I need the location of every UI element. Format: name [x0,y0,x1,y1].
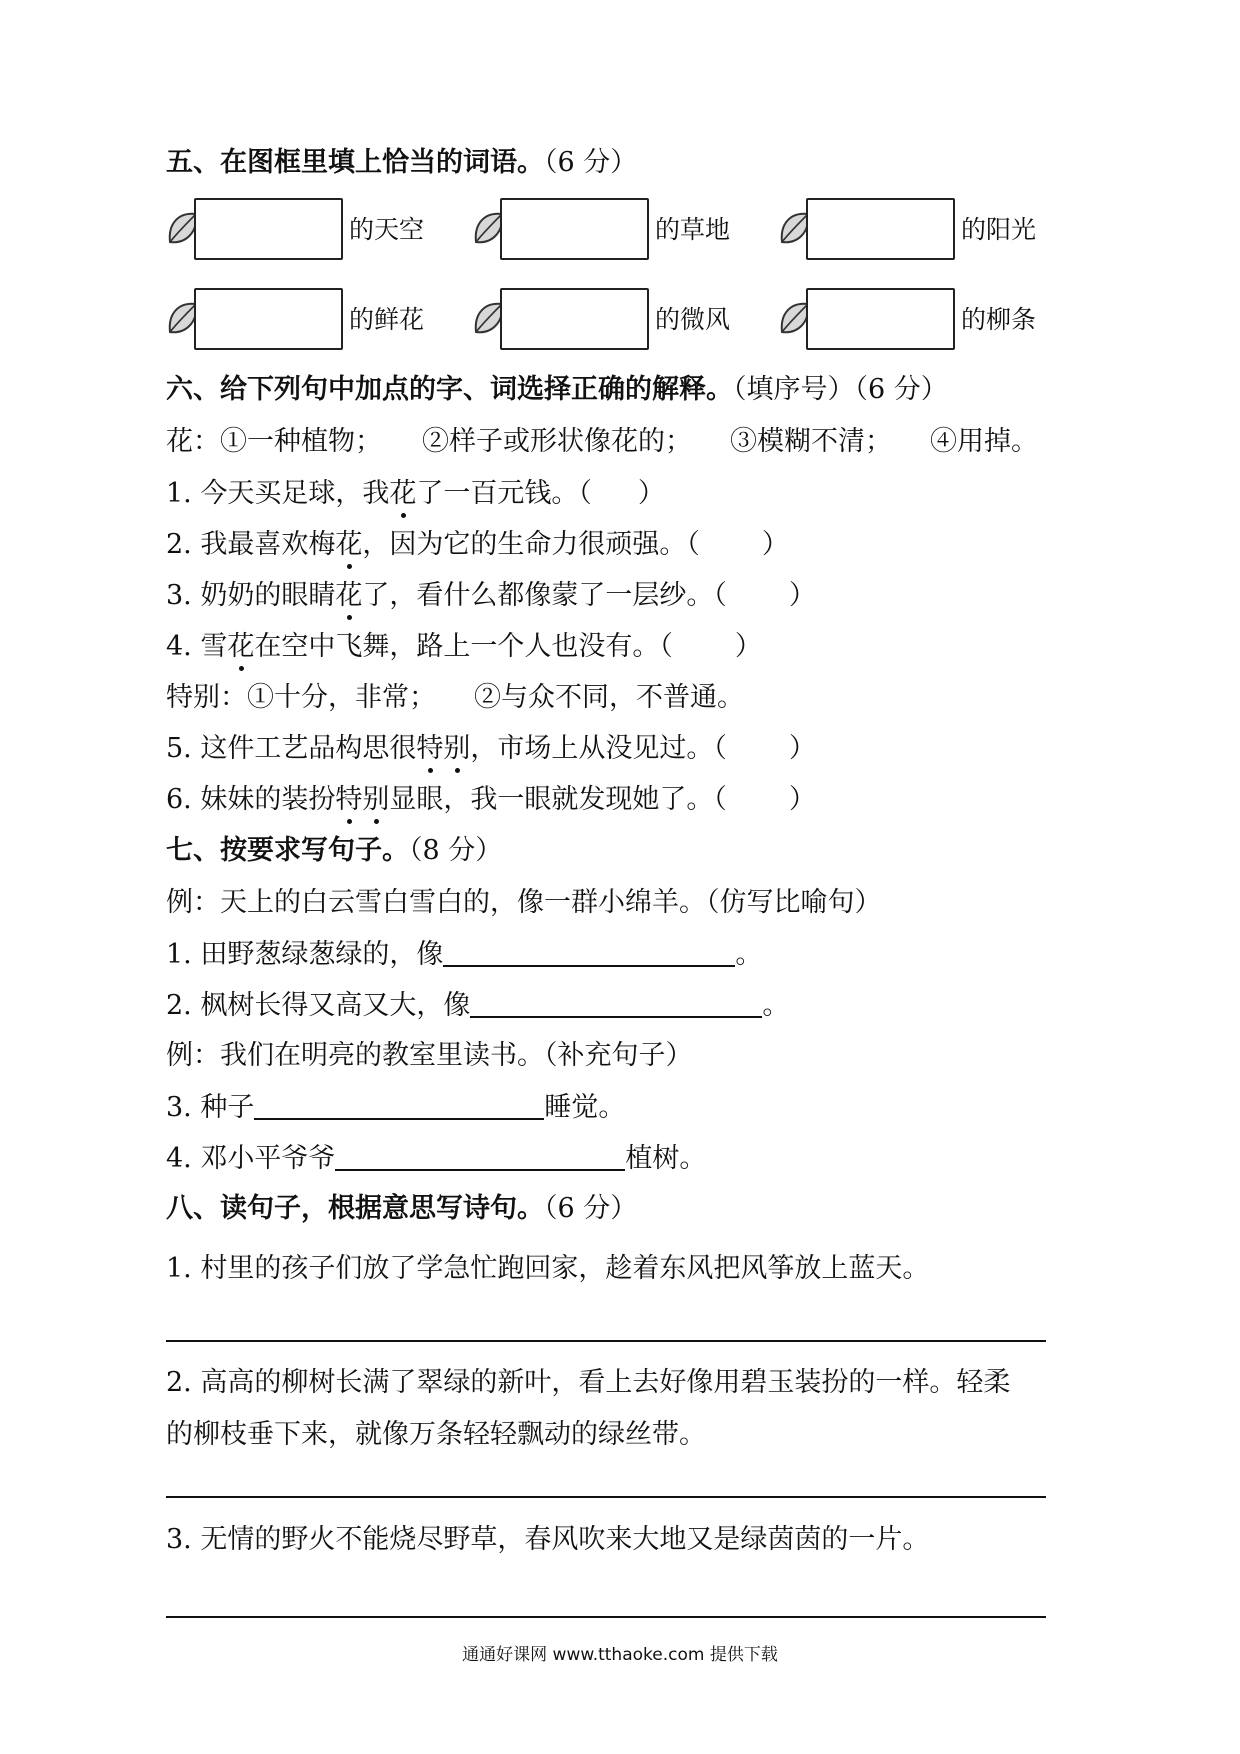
q6-dotted-char-2: 别 [362,784,390,815]
word-suffix-4: 的鲜花 [349,305,425,334]
word-suffix-6: 的柳条 [961,305,1037,334]
section8-points: （6 分） [544,1193,638,1224]
s7q1-text-after: 。 [735,939,763,970]
q6-text-after: 显眼，我一眼就发现她了。（ [389,784,727,815]
answer-box-5[interactable] [500,288,649,350]
tebie-label: 特别： [166,682,247,713]
q4-text-before: 4. 雪 [166,631,228,662]
s8q3-answer-line[interactable] [166,1616,1046,1618]
answer-box-4[interactable] [194,288,343,350]
s8q1-answer-line[interactable] [166,1340,1046,1342]
s7q4-text-before: 4. 邓小平爷爷 [166,1143,336,1174]
q5-text-before: 5. 这件工艺品构思很 [166,733,417,764]
q1-dotted-char: 花 [389,478,417,509]
q6-text-before: 6. 妹妹的装扮 [166,784,336,815]
answer-box-2[interactable] [500,198,649,260]
q5-dotted-char-2: 别 [443,733,471,764]
q6-dotted-char-1: 特 [335,784,363,815]
section6-heading [166,373,948,407]
section5-points: （6 分） [544,147,638,178]
section7-q3 [166,1090,625,1125]
section6-q3 [166,579,816,613]
word-suffix-1: 的天空 [349,215,425,244]
section7-q2 [166,988,789,1023]
q4-text-after: 在空中飞舞，路上一个人也没有。（ [254,631,673,662]
q2-close-paren: ） [761,529,789,560]
s7q2-answer-line[interactable] [470,988,762,1018]
section6-q2 [166,528,789,562]
section8-heading [166,1192,637,1226]
answer-box-1[interactable] [194,198,343,260]
s7q1-text-before: 1. 田野葱绿葱绿的，像 [166,939,444,970]
section6-points: （填序号）（6 分） [733,374,948,405]
answer-box-6[interactable] [806,288,955,350]
section7-q1 [166,937,762,972]
hua-option-4: ④用掉。 [930,426,1038,457]
tebie-option-2: ②与众不同，不普通。 [474,682,744,713]
q3-text-after: 了，看什么都像蒙了一层纱。（ [362,580,727,611]
section6-q4 [166,630,762,664]
s7q3-answer-line[interactable] [254,1090,544,1120]
s7q2-text-before: 2. 枫树长得又高又大，像 [166,990,471,1021]
section7-example2: 例：我们在明亮的教室里读书。（补充句子） [166,1040,693,1071]
hua-definitions [166,425,1038,459]
section7-heading [166,834,502,868]
word-suffix-2: 的草地 [655,215,731,244]
section8-title: 八、读句子，根据意思写诗句。 [166,1193,544,1224]
section5-heading [166,146,637,180]
q3-dotted-char: 花 [335,580,363,611]
hua-option-2: ②样子或形状像花的； [422,426,692,457]
section8-q1: 1. 村里的孩子们放了学急忙跑回家，趁着东风把风筝放上蓝天。 [166,1253,930,1284]
s7q1-answer-line[interactable] [443,937,735,967]
q5-dotted-char-1: 特 [416,733,444,764]
q6-close-paren: ） [788,784,816,815]
section6-q5 [166,732,816,766]
section8-q2-line2: 的柳枝垂下来，就像万条轻轻飘动的绿丝带。 [166,1419,706,1450]
s7q3-text-before: 3. 种子 [166,1092,255,1123]
q1-close-paren: ） [637,478,665,509]
s8q2-answer-line[interactable] [166,1496,1046,1498]
q4-close-paren: ） [734,631,762,662]
hua-option-1: ①一种植物； [220,426,382,457]
s7q4-answer-line[interactable] [335,1141,625,1171]
section6-q6 [166,783,816,817]
s7q3-text-after: 睡觉。 [544,1092,626,1123]
hua-label: 花： [166,426,220,457]
tebie-definitions [166,681,744,715]
q3-close-paren: ） [788,580,816,611]
section8-q2-line1: 2. 高高的柳树长满了翠绿的新叶，看上去好像用碧玉装扮的一样。轻柔 [166,1367,1011,1398]
section5-title: 五、在图框里填上恰当的词语。 [166,147,544,178]
q5-close-paren: ） [788,733,816,764]
q2-text-before: 2. 我最喜欢梅 [166,529,336,560]
s7q4-text-after: 植树。 [625,1143,707,1174]
q2-text-after: ，因为它的生命力很顽强。（ [362,529,700,560]
tebie-option-1: ①十分，非常； [247,682,436,713]
q2-dotted-char: 花 [335,529,363,560]
section6-q1 [166,477,665,511]
page-footer: 通通好课网 www.tthaoke.com 提供下载 [462,1645,778,1665]
section7-title: 七、按要求写句子。 [166,835,409,866]
word-suffix-5: 的微风 [655,305,731,334]
hua-option-3: ③模糊不清； [730,426,892,457]
section7-points: （8 分） [409,835,503,866]
q4-dotted-char: 花 [227,631,255,662]
q1-text-before: 1. 今天买足球，我 [166,478,390,509]
section7-q4 [166,1141,706,1176]
section7-example1: 例：天上的白云雪白雪白的，像一群小绵羊。（仿写比喻句） [166,887,882,918]
word-suffix-3: 的阳光 [961,215,1037,244]
q5-text-after: ，市场上从没见过。（ [470,733,727,764]
q3-text-before: 3. 奶奶的眼睛 [166,580,336,611]
answer-box-3[interactable] [806,198,955,260]
section8-q3: 3. 无情的野火不能烧尽野草，春风吹来大地又是绿茵茵的一片。 [166,1524,930,1555]
section6-title: 六、给下列句中加点的字、词选择正确的解释。 [166,374,733,405]
q1-text-after: 了一百元钱。（ [416,478,592,509]
s7q2-text-after: 。 [762,990,790,1021]
